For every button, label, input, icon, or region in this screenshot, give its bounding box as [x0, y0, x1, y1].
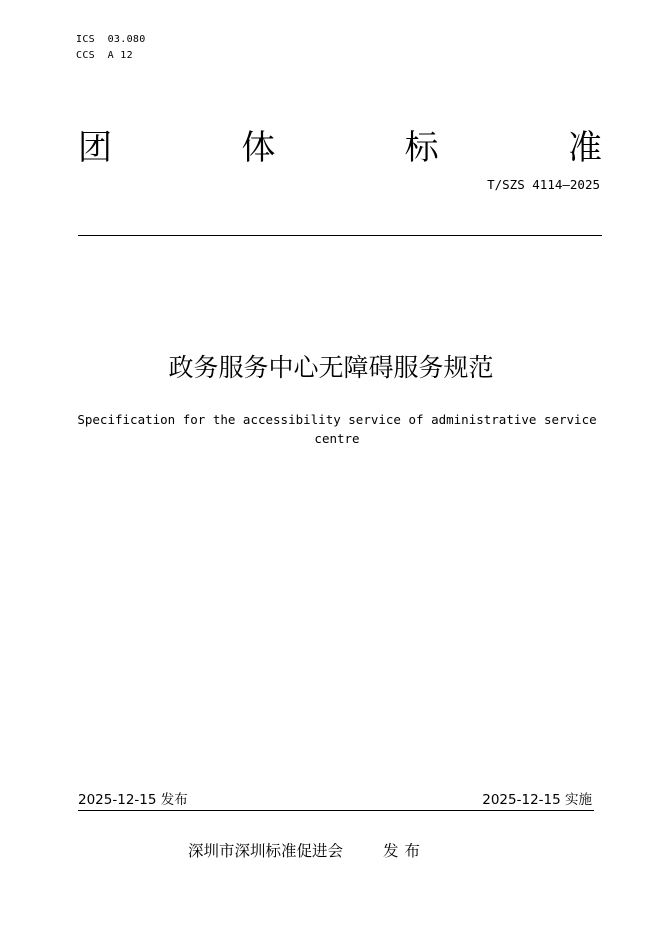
ccs-code: CCS A 12: [76, 50, 133, 61]
implement-date: 2025-12-15 实施: [482, 792, 592, 808]
classification-codes: [76, 32, 146, 64]
bottom-divider: [78, 810, 594, 811]
standard-type-char: 准: [567, 128, 602, 168]
title-chinese: 政务服务中心无障碍服务规范: [168, 353, 494, 382]
top-divider: [78, 235, 602, 236]
standard-type-heading: [78, 128, 602, 168]
issuer-line: [188, 840, 426, 862]
ics-code: ICS 03.080: [76, 34, 146, 45]
standard-number: T/SZS 4114—2025: [487, 177, 600, 192]
title-english-line: centre: [314, 431, 360, 446]
standard-type-char: 标: [404, 128, 439, 168]
standard-type-char: 团: [78, 128, 112, 168]
publish-date: 2025-12-15 发布: [78, 792, 188, 808]
standard-type-char: 体: [241, 128, 276, 168]
title-english-line: Specification for the accessibility service of administrative service: [77, 412, 597, 427]
title-english: [62, 410, 612, 448]
issuer-organization: 深圳市深圳标准促进会: [188, 842, 344, 860]
issuer-action: 发布: [383, 842, 427, 860]
